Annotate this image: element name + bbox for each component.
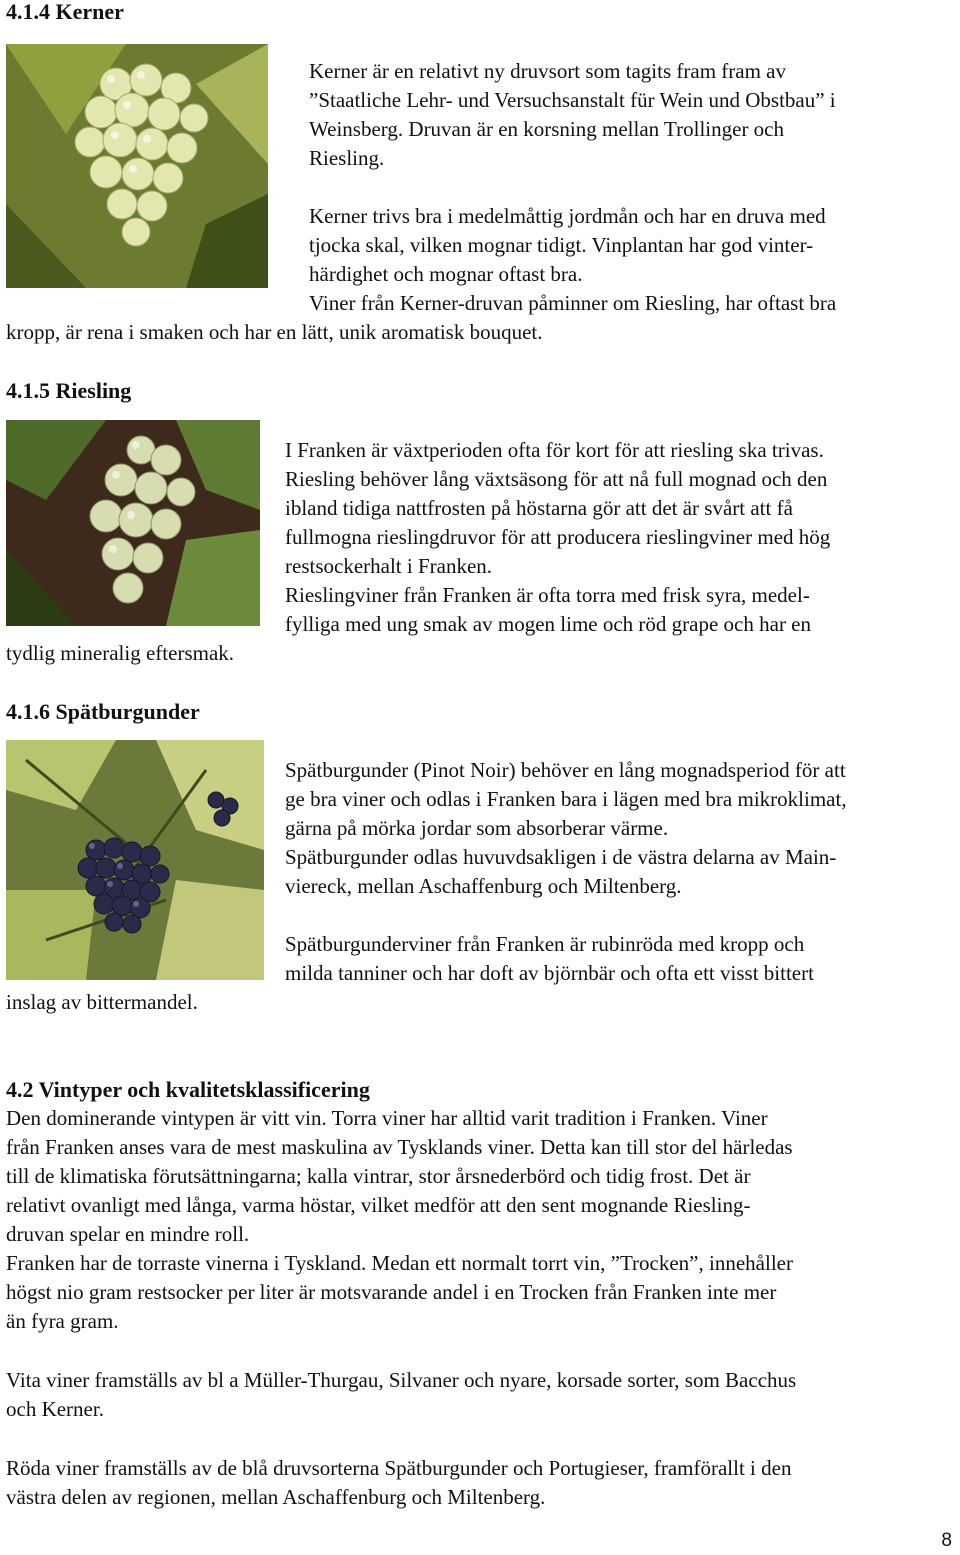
text-line: viereck, mellan Aschaffenburg och Miltenberg. xyxy=(285,874,682,898)
section-heading-riesling: 4.1.5 Riesling xyxy=(6,378,132,403)
page-number: 8 xyxy=(941,1530,952,1551)
text-line: Kerner trivs bra i medelmåttig jordmån och har en druva med xyxy=(309,204,826,228)
text-line: Rieslingviner från Franken är ofta torra med frisk syra, medel- xyxy=(285,583,810,607)
text-line: ge bra viner och odlas i Franken bara i lägen med bra mikroklimat, xyxy=(285,787,847,811)
text-line: Kerner är en relativt ny druvsort som tagits fram fram av xyxy=(309,59,787,83)
text-line: från Franken anses vara de mest maskulina av Tysklands viner. Detta kan till stor del härledas xyxy=(6,1135,793,1159)
text-line: kropp, är rena i smaken och har en lätt, unik aromatisk bouquet. xyxy=(6,320,543,344)
section-heading-spatburgunder: 4.1.6 Spätburgunder xyxy=(6,699,200,724)
text-line: fullmogna rieslingdruvor för att producera rieslingviner med hög xyxy=(285,525,831,549)
text-line: Weinsberg. Druvan är en korsning mellan Trollinger och xyxy=(309,117,785,141)
text-line: Vita viner framställs av bl a Müller-Thurgau, Silvaner och nyare, korsade sorter, som Bacchus xyxy=(6,1368,797,1392)
text-line: än fyra gram. xyxy=(6,1309,119,1333)
text-line: Den dominerande vintypen är vitt vin. Torra viner har alltid varit tradition i Franken. Viner xyxy=(6,1106,768,1130)
text-line: relativt ovanligt med långa, varma höstar, vilket medför att den sent mognande Riesling- xyxy=(6,1193,751,1217)
text-line: I Franken är växtperioden ofta för kort för att riesling ska trivas. xyxy=(285,438,824,462)
text-line: Franken har de torraste vinerna i Tyskland. Medan ett normalt torrt vin, ”Trocken”, innehåller xyxy=(6,1251,793,1275)
white-grapes-photo-kerner xyxy=(6,44,268,288)
text-line: Riesling. xyxy=(309,146,385,170)
text-line: Spätburgunder odlas huvuvdsakligen i de västra delarna av Main- xyxy=(285,845,837,869)
text-line: Röda viner framställs av de blå druvsorterna Spätburgunder och Portugieser, framförallt i den xyxy=(6,1456,792,1480)
text-line: till de klimatiska förutsättningarna; kalla vintrar, stor årsnederbörd och tidig frost. Det är xyxy=(6,1164,751,1188)
text-line: inslag av bittermandel. xyxy=(6,990,198,1014)
text-line: druvan spelar en mindre roll. xyxy=(6,1222,250,1246)
text-line: ibland tidiga nattfrosten på höstarna gör att det är svårt att få xyxy=(285,496,793,520)
text-line: tydlig mineralig eftersmak. xyxy=(6,641,235,665)
text-line: fylliga med ung smak av mogen lime och röd grape och har en xyxy=(285,612,812,636)
section-heading-vintyper: 4.2 Vintyper och kvalitetsklassificering xyxy=(6,1077,370,1102)
white-grapes-photo-riesling xyxy=(6,420,260,626)
text-line: restsockerhalt i Franken. xyxy=(285,554,493,578)
text-line: härdighet och mognar oftast bra. xyxy=(309,262,583,286)
red-grapes-photo-spatburgunder xyxy=(6,740,264,980)
text-line: Viner från Kerner-druvan påminner om Riesling, har oftast bra xyxy=(309,291,837,315)
text-line: Spätburgunderviner från Franken är rubinröda med kropp och xyxy=(285,932,805,956)
text-line: ”Staatliche Lehr- und Versuchsanstalt für Wein und Obstbau” i xyxy=(309,88,836,112)
text-line: och Kerner. xyxy=(6,1397,104,1421)
text-line: gärna på mörka jordar som absorberar värme. xyxy=(285,816,669,840)
text-line: högst nio gram restsocker per liter är motsvarande andel i en Trocken från Franken inte mer xyxy=(6,1280,777,1304)
section-heading-kerner: 4.1.4 Kerner xyxy=(6,0,124,24)
text-line: västra delen av regionen, mellan Aschaffenburg och Miltenberg. xyxy=(6,1485,546,1509)
text-line: tjocka skal, vilken mognar tidigt. Vinplantan har god vinter- xyxy=(309,233,814,257)
text-line: Spätburgunder (Pinot Noir) behöver en lång mognadsperiod för att xyxy=(285,758,846,782)
text-line: milda tanniner och har doft av björnbär och ofta ett visst bittert xyxy=(285,961,814,985)
text-line: Riesling behöver lång växtsäsong för att nå full mognad och den xyxy=(285,467,828,491)
